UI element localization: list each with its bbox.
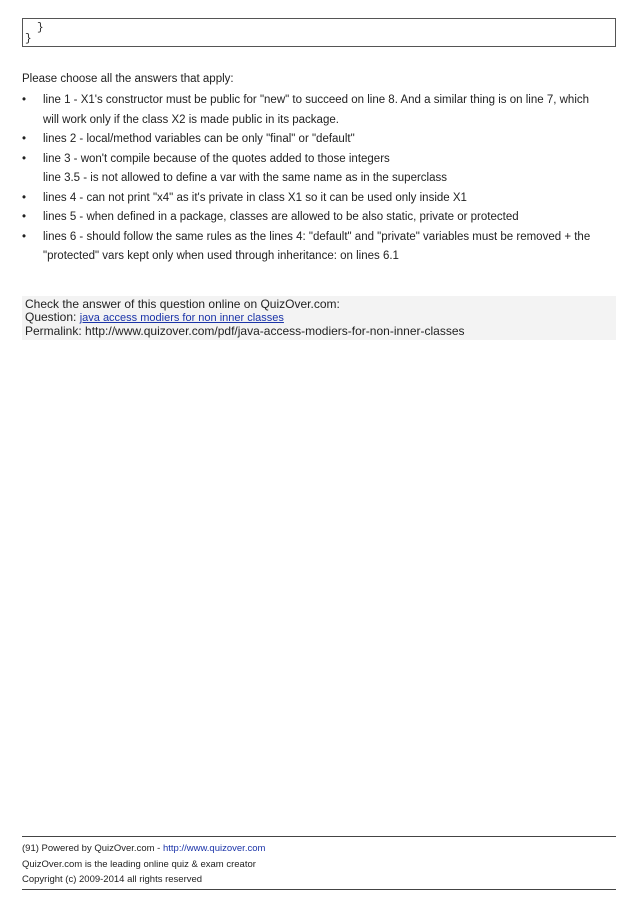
- bullet-icon: •: [22, 133, 27, 145]
- answer-option-2[interactable]: [22, 130, 622, 150]
- answer-option-5[interactable]: [22, 208, 622, 228]
- answer-text: line 3.5 - is not allowed to define a var with the same name as in the superclass: [43, 172, 447, 184]
- answer-option-1[interactable]: [22, 91, 622, 130]
- permalink-url: http://www.quizover.com/pdf/java-access-modiers-for-non-inner-classes: [85, 324, 465, 338]
- footer-site-link[interactable]: http://www.quizover.com: [162, 843, 266, 854]
- answer-text: will work only if the class X2 is made public in its package.: [43, 113, 339, 126]
- code-line-closing-brace-outer: }: [25, 33, 32, 45]
- answer-text: lines 4 - can not print "x4" as it's private in class X1 so it can be used only inside X1: [43, 191, 467, 204]
- bullet-icon: •: [22, 230, 27, 243]
- question-prompt: Please choose all the answers that apply:: [22, 73, 234, 85]
- permalink-row: [25, 325, 613, 338]
- footer-tagline: QuizOver.com is the leading online quiz & exam creator: [22, 859, 256, 870]
- answer-text: lines 6 - should follow the same rules as the lines 4: "default" and "private" variables must be removed + the: [43, 230, 591, 243]
- footer-copyright: Copyright (c) 2009-2014 all rights reserved: [22, 874, 203, 885]
- answer-list: [22, 91, 622, 267]
- infobox-heading: Check the answer of this question online on QuizOver.com:: [25, 297, 340, 311]
- code-line-closing-brace-inner: }: [37, 22, 44, 34]
- footer-divider-top: [22, 836, 616, 837]
- question-row: [25, 311, 613, 325]
- bullet-icon: •: [22, 191, 27, 204]
- online-answer-box: [22, 296, 616, 340]
- answer-option-4[interactable]: [22, 189, 622, 209]
- bullet-icon: •: [22, 211, 27, 223]
- answer-text: lines 5 - when defined in a package, classes are allowed to be also static, private or protected: [43, 211, 519, 223]
- answer-text: line 1 - X1's constructor must be public for "new" to succeed on line 8. And a similar thing is on line 7, which: [43, 94, 590, 106]
- permalink-label: Permalink:: [25, 324, 86, 338]
- footer-divider-bottom: [22, 889, 616, 890]
- answer-option-3[interactable]: [22, 150, 622, 189]
- code-snippet-box: [22, 18, 616, 47]
- bullet-icon: •: [22, 94, 27, 106]
- question-label: Question:: [25, 310, 80, 324]
- footer-powered-by: [22, 843, 265, 855]
- answer-text: lines 2 - local/method variables can be only "final" or "default": [43, 133, 355, 145]
- answer-option-6[interactable]: [22, 228, 622, 267]
- footer-page-prefix: (91) Powered by QuizOver.com -: [22, 843, 163, 854]
- answer-text: line 3 - won't compile because of the quotes added to those integers: [43, 152, 390, 165]
- answer-text: "protected" vars kept only when used through inheritance: on lines 6.1: [43, 250, 399, 262]
- bullet-icon: •: [22, 152, 27, 165]
- question-link[interactable]: java access modiers for non inner classes: [79, 312, 284, 324]
